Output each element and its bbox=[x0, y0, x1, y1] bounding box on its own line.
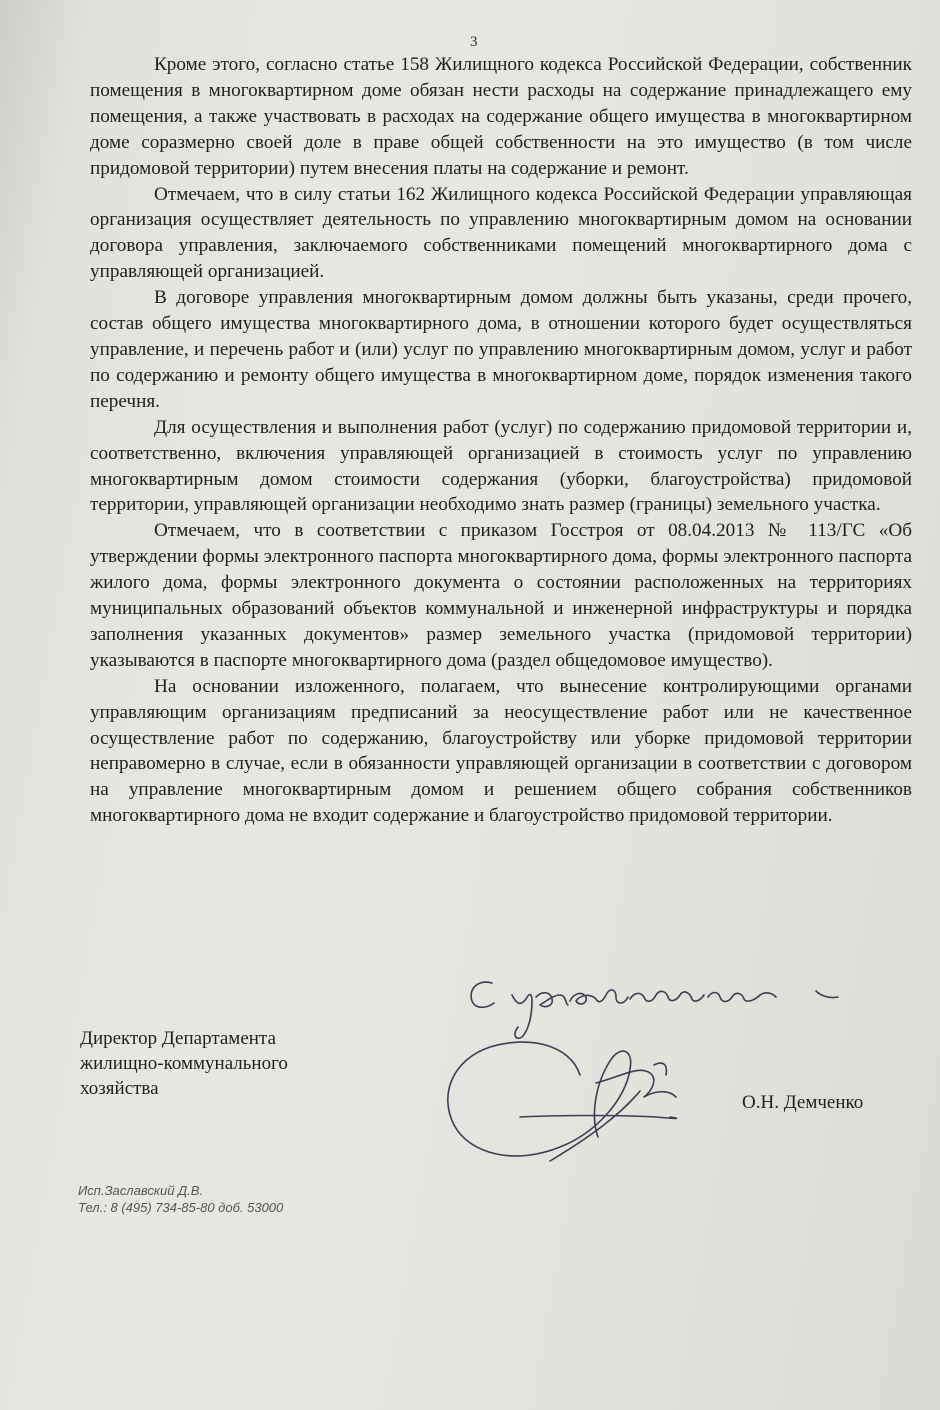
paragraph: Отмечаем, что в соответствии с приказом Госстроя от 08.04.2013 № 113/ГС «Об утверждении формы электронного паспорта многоквартирного дома, формы электронного паспорта жилого дома, формы электронного документа о состоянии расположенных на территориях муниципальных образований объектов коммунальной и инженерной инфраструктуры и порядка заполнения указанных документов» размер земельного участка (придомовой территории) указываются в паспорте многоквартирного дома (раздел общедомовое имущество). bbox=[90, 520, 912, 671]
signatory-title bbox=[80, 1026, 288, 1101]
handwritten-signature bbox=[420, 965, 870, 1180]
paragraph: Кроме этого, согласно статье 158 Жилищного кодекса Российской Федерации, собственник помещения в многоквартирном доме обязан нести расходы на содержание принадлежащего ему помещения, а также участвовать в расходах на содержание общего имущества в многоквартирном доме соразмерно своей доле в праве общей собственности на это имущество (в том числе придомовой территории) путем внесения платы на содержание и ремонт. bbox=[90, 54, 912, 179]
signatory-title-line: Директор Департамента bbox=[80, 1028, 276, 1049]
signatory-title-line: хозяйства bbox=[80, 1078, 159, 1099]
page-number: 3 bbox=[470, 34, 478, 50]
signatory-title-line: жилищно-коммунального bbox=[80, 1053, 288, 1074]
executor-phone: Тел.: 8 (495) 734-85-80 доб. 53000 bbox=[78, 1200, 284, 1215]
paragraph: На основании изложенного, полагаем, что вынесение контролирующими органами управляющим организациям предписаний за неосуществление работ или не качественное осуществление работ по содержанию, благоустройству или уборке придомовой территории неправомерно в случае, если в обязанности управляющей организации в соответствии с договором на управление многоквартирным домом и решением общего собрания собственников многоквартирного дома не входит содержание и благоустройство придомовой территории. bbox=[90, 675, 912, 827]
executor-info bbox=[78, 1182, 283, 1216]
paragraph: Для осуществления и выполнения работ (услуг) по содержанию придомовой территории и, соответственно, включения управляющей организацией в стоимость услуг по управлению многоквартирным домом стоимости содержания (уборки, благоустройства) придомовой территории, управляющей организации необходимо знать размер (границы) земельного участка. bbox=[90, 416, 912, 516]
paragraph: Отмечаем, что в силу статьи 162 Жилищного кодекса Российской Федерации управляющая организация осуществляет деятельность по управлению многоквартирным домом на основании договора управления, заключаемого собственниками помещений многоквартирного дома с управляющей организацией. bbox=[90, 183, 912, 283]
executor-name: Исп.Заславский Д.В. bbox=[78, 1183, 204, 1198]
paragraph: В договоре управления многоквартирным домом должны быть указаны, среди прочего, состав общего имущества многоквартирного дома, в отношении которого будет осуществляться управление, и перечень работ и (или) услуг по управлению многоквартирным домом, услуг и работ по содержанию и ремонту общего имущества в многоквартирном доме, порядок изменения такого перечня. bbox=[90, 287, 912, 412]
letter-body bbox=[90, 52, 912, 829]
signatory-name: О.Н. Демченко bbox=[742, 1092, 864, 1113]
